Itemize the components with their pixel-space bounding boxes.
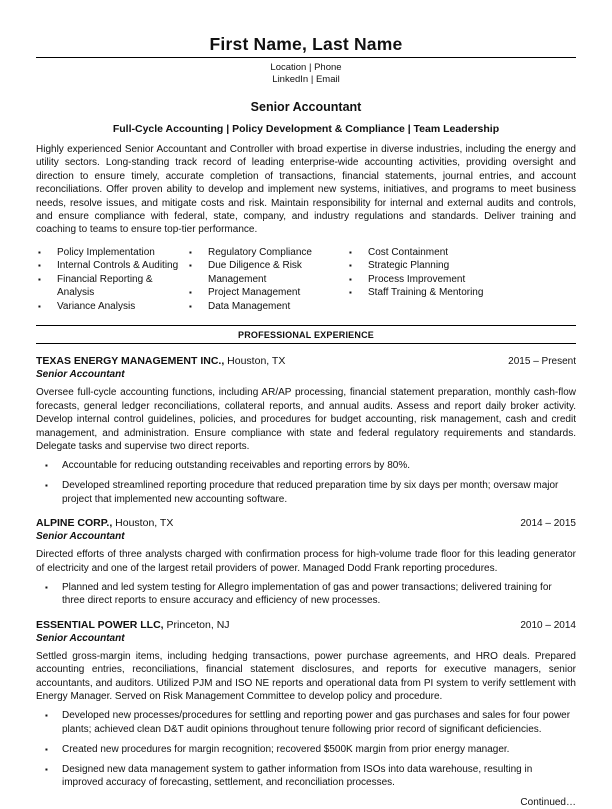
job-title: Senior Accountant [36,531,125,543]
job-bullet: ▪ Created new procedures for margin recognition; recovered $500K margin from prior energy manager. [36,743,576,756]
job-bullet: ▪ Accountable for reducing outstanding receivables and reporting errors by 80%. [36,459,576,472]
job-dates: 2014 – 2015 [520,518,576,530]
skill-item: ▪ Project Management [187,286,347,300]
continued-note: Continued… [520,796,576,808]
company-name: ESSENTIAL POWER LLC, [36,618,164,631]
job-company-line [36,517,173,530]
company-name: ALPINE CORP., [36,517,113,530]
skill-item: ▪ Policy Implementation [36,246,187,260]
job-company-line [36,355,285,368]
skill-item: ▪ Internal Controls & Auditing [36,259,187,273]
job-heading [36,517,576,530]
job-summary: Directed efforts of three analysts charged with confirmation process for high-volume trade floor for this leading generator of electricity and one of the largest retail providers of power. Managed Dodd Frank reporting procedures. [36,549,576,574]
job-bullet: ▪ Designed new data management system to gather information from ISOs into data warehouse, resulting in improved accuracy of forecasting, settlement, and reconciliation processes. [36,763,576,790]
candidate-name: First Name, Last Name [209,34,403,54]
skills-column-1 [36,246,187,314]
header-divider [36,57,576,58]
job-heading [36,619,576,632]
job-bullet-list [36,459,576,506]
job-summary: Settled gross-margin items, including hedging transactions, power purchase agreements, and HRO deals. Prepared accounting entries, reconciliations, financial statement disclosures, and reports for executive managers, senior accountants, and auditors. Utilized PJM and ISO NE reports and operational data from PI system to verify settlement with Energy Manager. Served on Risk Management Committee to develop policy and procedure. [36,650,576,702]
skill-item: ▪ Staff Training & Mentoring [347,286,576,300]
job-entry-essential-power [36,619,576,790]
job-title: Senior Accountant [36,632,125,644]
job-heading [36,355,576,368]
summary-paragraph: Highly experienced Senior Accountant and Controller with broad expertise in diverse industries, including the energy and utility sectors. Long-standing track record of leading enterprise-wide accounting activities, providing oversight and direction to ensure timely, accurate completion of transactions, financial statements, journal entries, and account reconciliations. Offer proven ability to develop and implement new systems, initiatives, and programs to meet business needs, resolve issues, and mitigate costs and risk. Maintain responsibility for internal and external audits and controls, and ensure compliance with federal, state, company, and industry regulations and standards. Deliver training and coaching to teams to ensure top-tier performance. [36,144,576,236]
job-dates: 2015 – Present [508,356,576,368]
skill-item: ▪ Data Management [187,300,347,314]
skill-item: ▪ Strategic Planning [347,259,576,273]
contact-line-linkedin-email: LinkedIn | Email [272,73,340,85]
skill-item: ▪ Variance Analysis [36,300,187,314]
job-bullet-list [36,581,576,608]
skills-column-2 [187,246,347,314]
contact-line-location-phone: Location | Phone [270,62,342,73]
tagline: Full-Cycle Accounting | Policy Development & Compliance | Team Leadership [112,123,500,135]
skills-column-3 [347,246,576,314]
company-location: Houston, TX [227,355,286,368]
skills-grid [36,246,576,314]
job-title: Senior Accountant [36,369,125,381]
job-summary: Oversee full-cycle accounting functions, including AR/AP processing, financial statement preparation, monthly cash-flow forecasts, general ledger reconciliations, collateral reports, and annual audits. Assess and report daily broker activity. Develop internal control guidelines, policies, and procedures for budget accounting, risk management, cash and credit management, and administration. Ensure compliance with state and federal regulatory requirements and standards. Delegate tasks and supervise two direct reports. [36,387,576,452]
company-location: Houston, TX [115,517,174,530]
company-location: Princeton, NJ [166,618,230,631]
skill-item: ▪ Regulatory Compliance [187,246,347,260]
skill-item: ▪ Cost Containment [347,246,576,260]
job-bullet: ▪ Planned and led system testing for Allegro implementation of gas and power transactions; delivered training for three direct reports to ensure accuracy and efficiency of new processes. [36,581,576,608]
company-name: TEXAS ENERGY MANAGEMENT INC., [36,355,225,368]
job-bullet-list [36,709,576,789]
job-bullet: ▪ Developed streamlined reporting procedure that reduced preparation time by six days per month; oversaw major project that implemented new accounting software. [36,479,576,506]
job-entry-texas-energy [36,355,576,506]
job-company-line [36,619,230,632]
role-title: Senior Accountant [250,100,362,114]
section-header-professional-experience: PROFESSIONAL EXPERIENCE [36,325,576,344]
skill-item: ▪ Financial Reporting & Analysis [36,273,187,300]
job-dates: 2010 – 2014 [520,619,576,631]
skill-item: ▪ Due Diligence & Risk Management [187,259,347,286]
skill-item: ▪ Process Improvement [347,273,576,287]
job-entry-alpine-corp [36,517,576,608]
job-bullet: ▪ Developed new processes/procedures for settling and reporting power and gas purchases and sales for four power plants; achieved clean D&T audit opinions throughout tenure following prior record of significant deficiencies. [36,709,576,736]
